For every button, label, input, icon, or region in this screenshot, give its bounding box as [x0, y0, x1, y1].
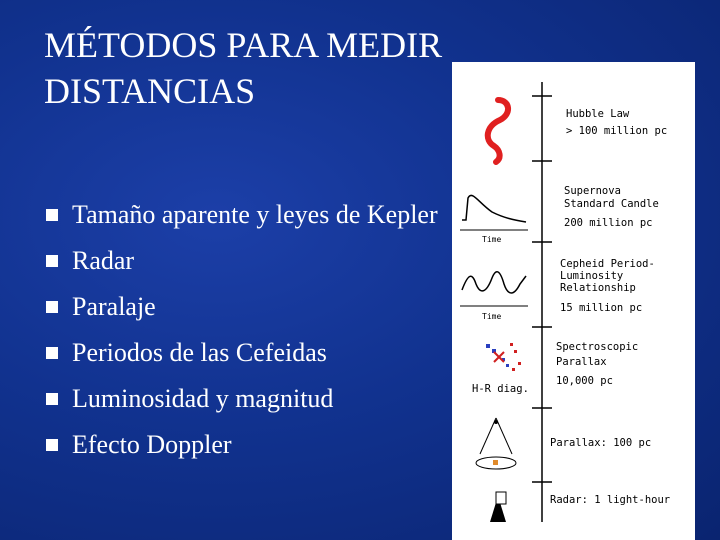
parallax-triangle-icon — [476, 418, 516, 469]
bullet-text: Paralaje — [72, 292, 156, 321]
rung-label-hubble-2: > 100 million pc — [566, 125, 668, 137]
square-bullet-icon — [46, 347, 58, 359]
bullet-text: Periodos de las Cefeidas — [72, 338, 327, 367]
bullet-item — [46, 330, 438, 376]
bullet-item — [46, 192, 438, 238]
rung-label-spectroscopic-3: 10,000 pc — [556, 375, 613, 387]
hr-diagram-label: H-R diag. — [472, 383, 529, 395]
bullet-text: Radar — [72, 246, 135, 275]
title-line-2: DISTANCIAS — [44, 71, 256, 111]
bullet-item — [46, 284, 438, 330]
bullet-item — [46, 422, 438, 468]
square-bullet-icon — [46, 209, 58, 221]
hr-diagram-icon — [486, 343, 521, 371]
rung-label-parallax: Parallax: 100 pc — [550, 437, 652, 449]
square-bullet-icon — [46, 301, 58, 313]
cepheid-light-curve-icon — [462, 272, 526, 293]
supernova-light-curve-icon — [462, 195, 526, 222]
square-bullet-icon — [46, 439, 58, 451]
bullet-item — [46, 238, 438, 284]
spiral-galaxy-icon — [488, 100, 508, 162]
bullet-text: Luminosidad y magnitud — [72, 384, 334, 413]
rung-label-cepheid-3: Relationship — [560, 282, 636, 294]
rung-label-spectroscopic-1: Spectroscopic — [556, 341, 639, 353]
time-label: Time — [482, 235, 502, 244]
rung-label-radar: Radar: 1 light-hour — [550, 494, 671, 506]
square-bullet-icon — [46, 393, 58, 405]
time-label: Time — [482, 312, 502, 321]
rung-label-spectroscopic-2: Parallax — [556, 356, 607, 368]
bullet-item — [46, 376, 438, 422]
square-bullet-icon — [46, 255, 58, 267]
rung-label-cepheid-1: Cepheid Period- — [560, 258, 655, 270]
rung-label-supernova-3: 200 million pc — [564, 217, 653, 229]
rung-label-supernova-1: Supernova — [564, 185, 621, 197]
rung-label-supernova-2: Standard Candle — [564, 198, 659, 210]
rung-label-cepheid-2: Luminosity — [560, 270, 624, 282]
radar-dish-icon — [490, 492, 506, 522]
rung-label-hubble-1: Hubble Law — [566, 108, 630, 120]
rung-label-cepheid-4: 15 million pc — [560, 302, 643, 314]
distance-ladder-figure — [452, 62, 695, 540]
bullet-text: Tamaño aparente y leyes de Kepler — [72, 200, 438, 229]
bullet-text: Efecto Doppler — [72, 430, 232, 459]
bullet-list — [46, 192, 438, 468]
title-line-1: MÉTODOS PARA MEDIR — [44, 25, 443, 65]
